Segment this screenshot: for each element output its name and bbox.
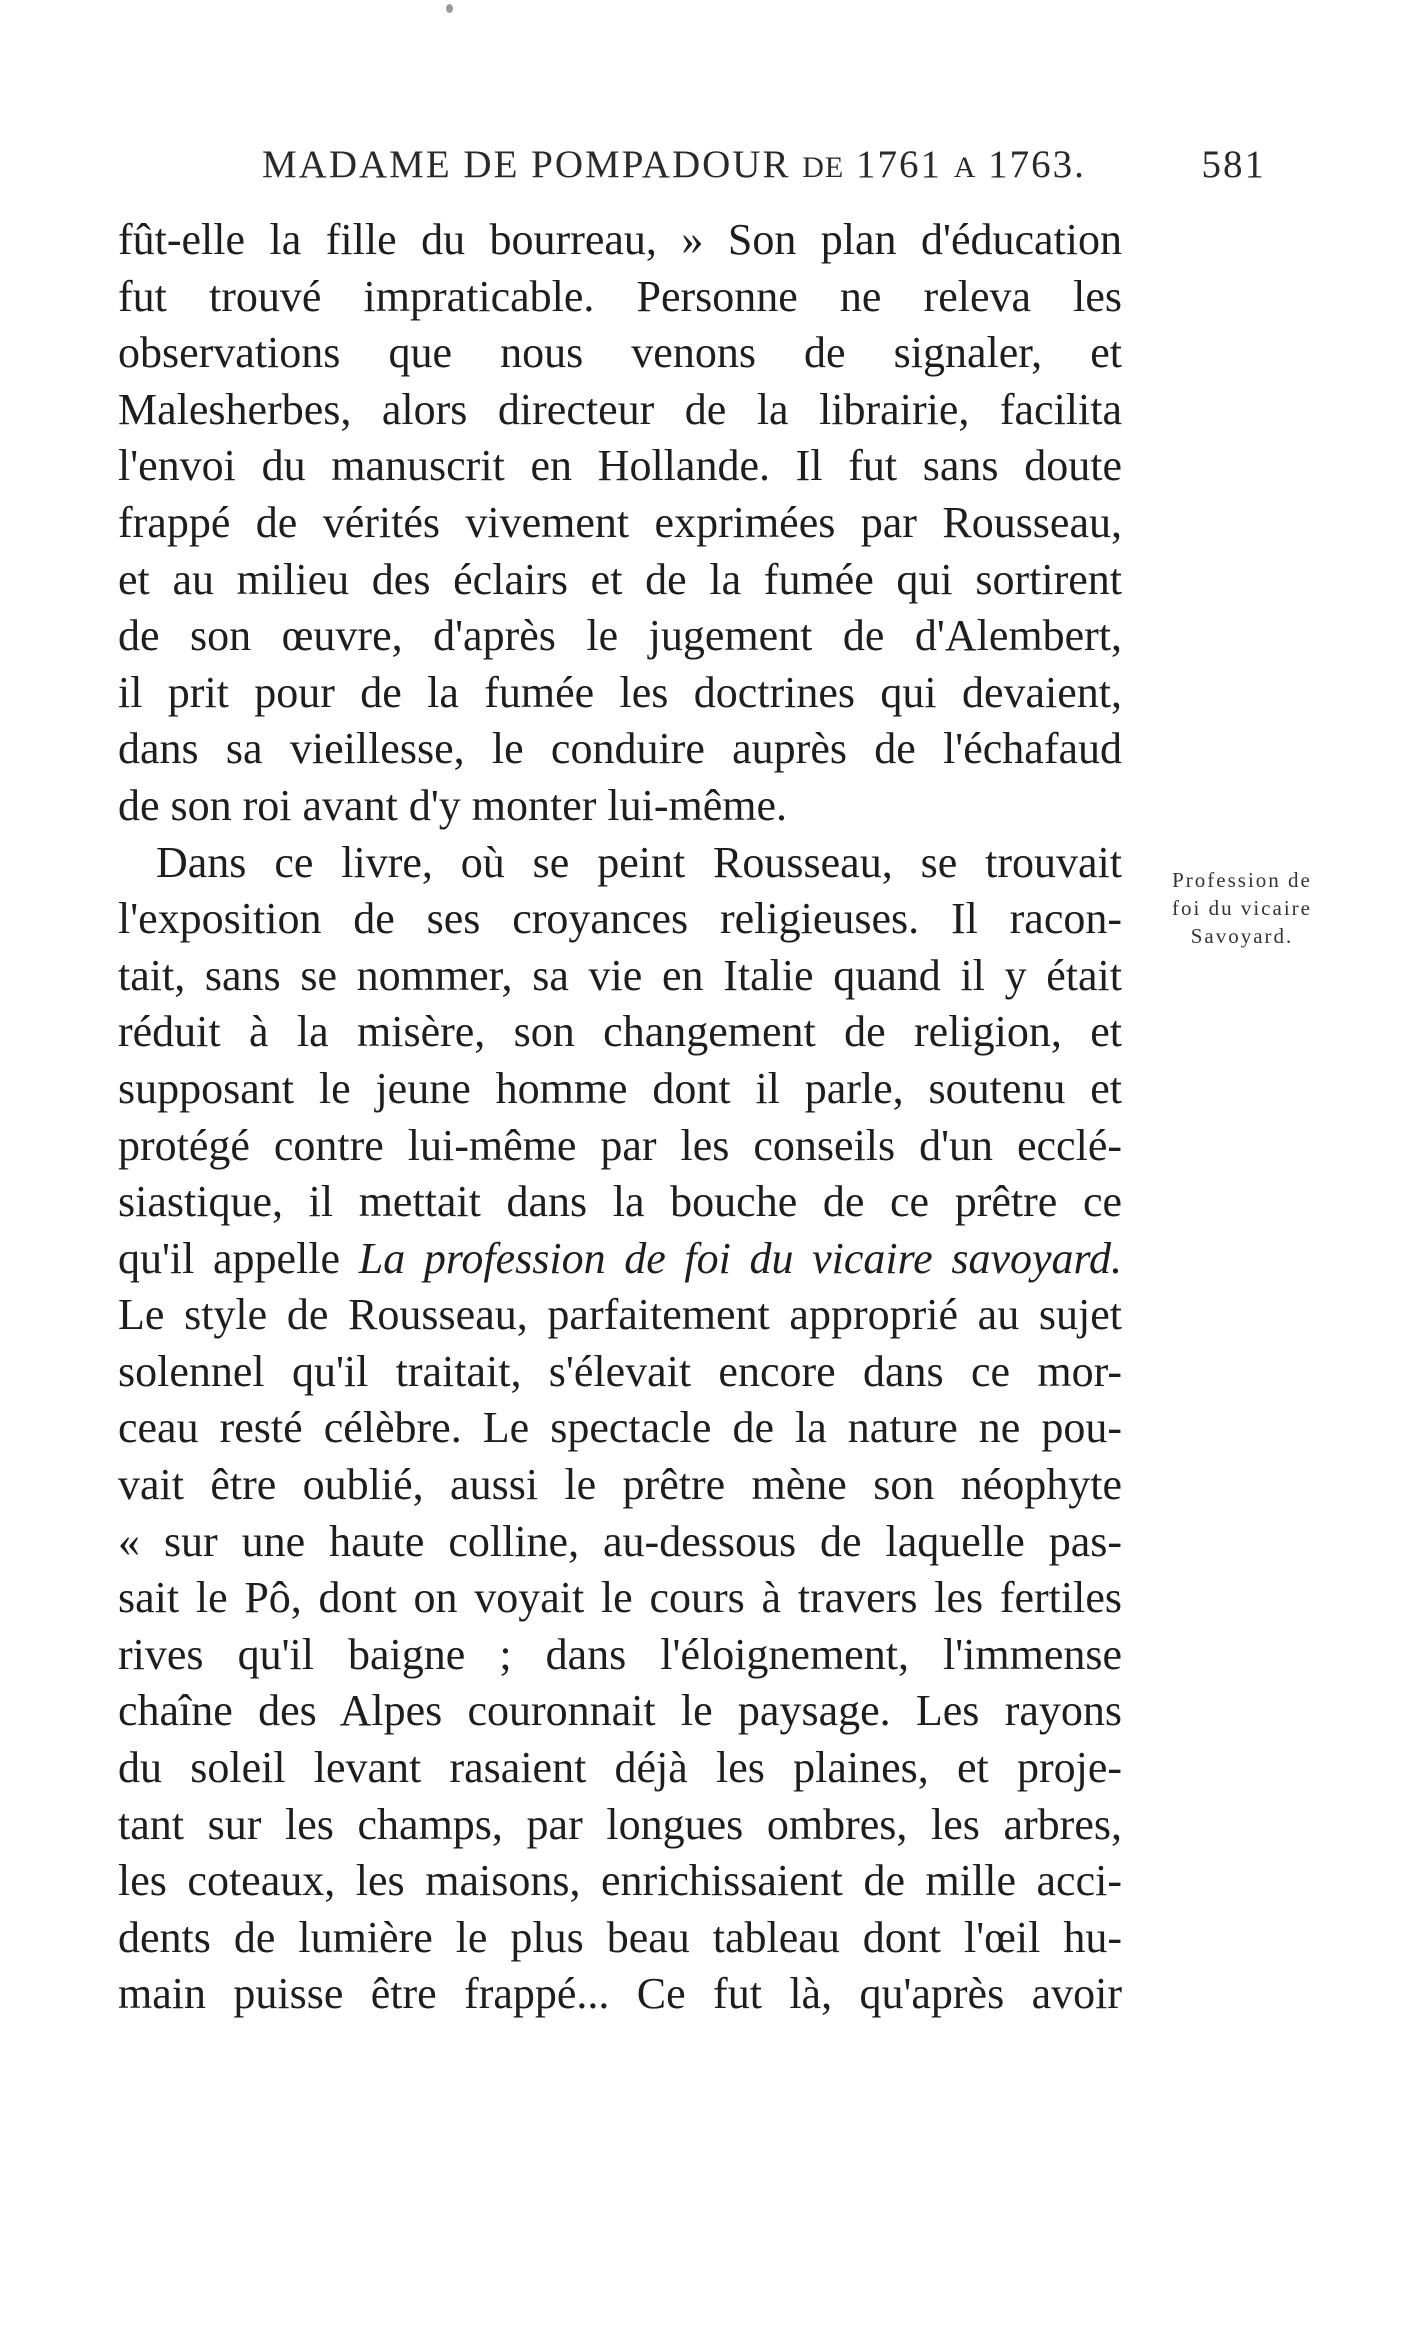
running-head-to-year: 1763.	[988, 143, 1086, 186]
text-line: frappé de vérités vivement exprimées par Rousseau,	[118, 497, 1122, 547]
running-head-a: A	[953, 151, 977, 184]
text-line: Le style de Rousseau, parfaitement approprié au sujet	[118, 1290, 1122, 1340]
text-line: main puisse être frappé... Ce fut là, qu'après avoir	[118, 1969, 1122, 2019]
text-line-with-title	[118, 1231, 1122, 1288]
page-number: 581	[1201, 143, 1266, 186]
text-line: et au milieu des éclairs et de la fumée qui sortirent	[118, 554, 1122, 604]
running-head-de: DE	[802, 151, 845, 184]
text-line: l'exposition de ses croyances religieuses. Il racon-	[118, 894, 1122, 944]
text-line: rives qu'il baigne ; dans l'éloignement, l'immense	[118, 1629, 1122, 1679]
text-line: siastique, il mettait dans la bouche de ce prêtre ce	[118, 1177, 1122, 1227]
text-line: chaîne des Alpes couronnait le paysage. Les rayons	[118, 1686, 1122, 1736]
text-line: ceau resté célèbre. Le spectacle de la nature ne pou-	[118, 1403, 1122, 1453]
text-line: fut trouvé impraticable. Personne ne releva les	[118, 271, 1122, 321]
text-line: « sur une haute colline, au-dessous de laquelle pas-	[118, 1516, 1122, 1566]
text-line: sait le Pô, dont on voyait le cours à travers les fertiles	[118, 1573, 1122, 1623]
text-line: protégé contre lui-même par les conseils d'un ecclé-	[118, 1120, 1122, 1170]
text-line: dans sa vieillesse, le conduire auprès de l'échafaud	[118, 724, 1122, 774]
text-line: de son œuvre, d'après le jugement de d'Alembert,	[118, 611, 1122, 661]
ink-speck	[446, 4, 453, 13]
text-line: fût-elle la fille du bourreau, » Son plan d'éducation	[118, 215, 1122, 264]
text-line: tait, sans se nommer, sa vie en Italie quand il y était	[118, 950, 1122, 1000]
text-line: réduit à la misère, son changement de religion, et	[118, 1007, 1122, 1057]
running-head-title: MADAME DE POMPADOUR	[262, 143, 791, 186]
margin-note-line: Savoyard.	[1190, 924, 1294, 948]
text-line: vait être oublié, aussi le prêtre mène son néophyte	[118, 1460, 1122, 1510]
text-line: supposant le jeune homme dont il parle, soutenu et	[118, 1063, 1122, 1113]
margin-note-line: Profession de	[1172, 868, 1312, 892]
work-title: La profession de foi du vicaire savoyard.	[358, 1233, 1122, 1283]
text-line: du soleil levant rasaient déjà les plaines, et proje-	[118, 1743, 1122, 1793]
body-text	[118, 212, 1122, 2023]
text-line: tant sur les champs, par longues ombres, les arbres,	[118, 1799, 1122, 1849]
text-line: de son roi avant d'y monter lui-même.	[118, 780, 787, 830]
margin-note	[1152, 866, 1332, 950]
text-line: l'envoi du manuscrit en Hollande. Il fut sans doute	[118, 441, 1122, 491]
margin-note-line: foi du vicaire	[1172, 896, 1312, 920]
text-line: Malesherbes, alors directeur de la librairie, facilita	[118, 384, 1122, 434]
text-line: les coteaux, les maisons, enrichissaient de mille acci-	[118, 1856, 1122, 1906]
text-line: il prit pour de la fumée les doctrines qui devaient,	[118, 667, 1122, 717]
running-head-from-year: 1761	[855, 143, 942, 186]
text-line: dents de lumière le plus beau tableau dont l'œil hu-	[118, 1912, 1122, 1962]
text-line: observations que nous venons de signaler, et	[118, 328, 1122, 378]
running-head	[262, 142, 1266, 187]
text-line: Dans ce livre, où se peint Rousseau, se trouvait	[156, 837, 1122, 887]
text-fragment: qu'il appelle	[118, 1233, 341, 1283]
text-line: solennel qu'il traitait, s'élevait encore dans ce mor-	[118, 1346, 1122, 1396]
